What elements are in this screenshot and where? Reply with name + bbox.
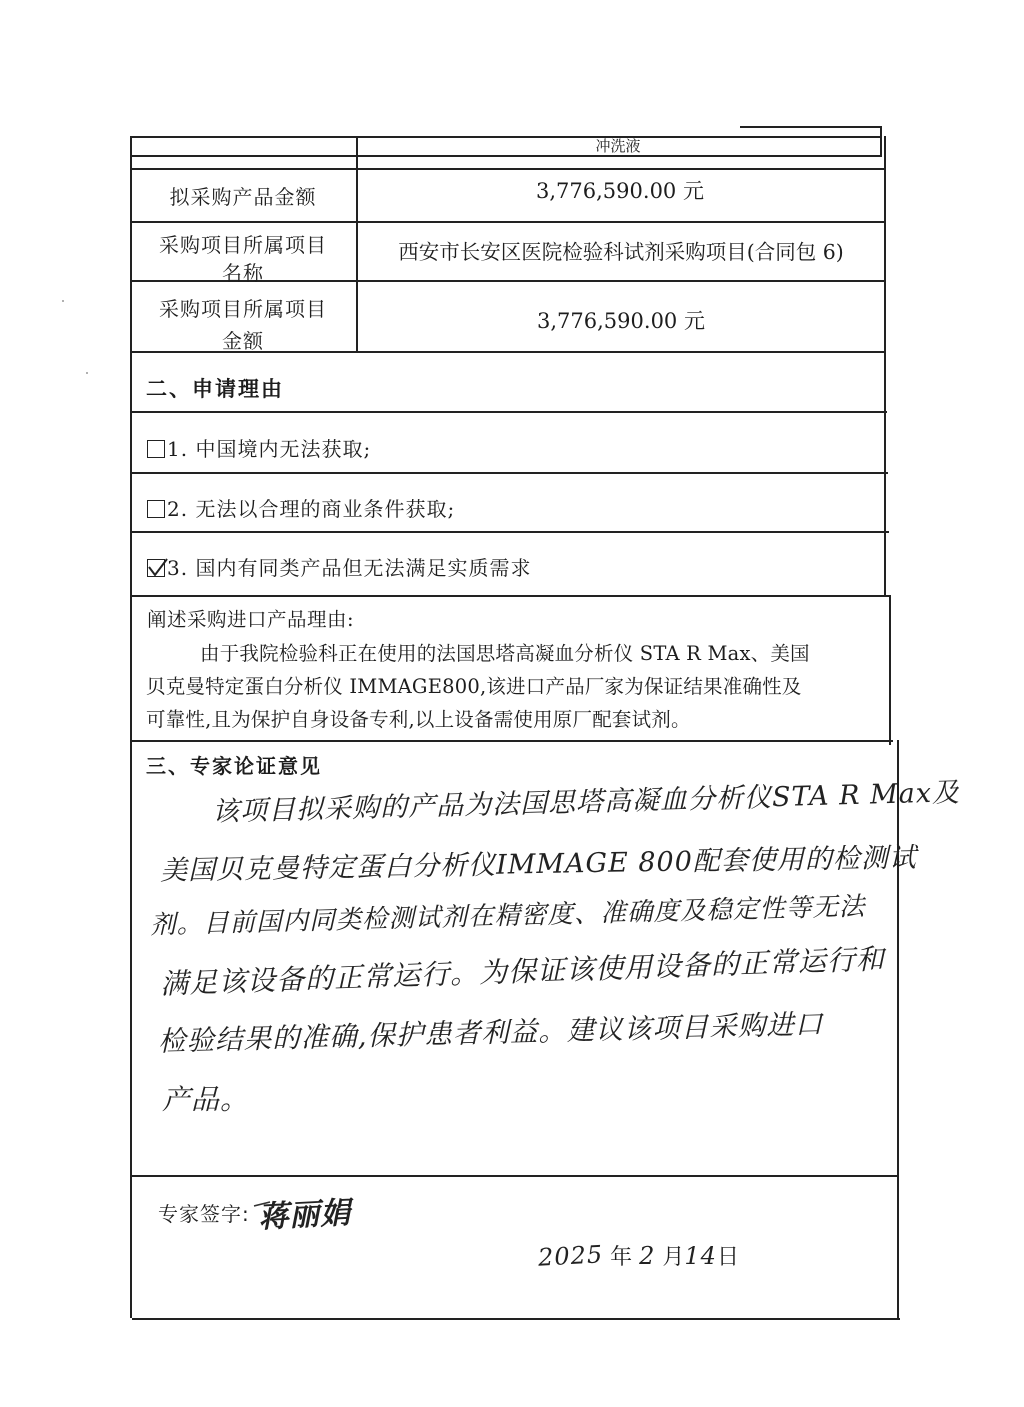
reason-line-1: 由于我院检验科正在使用的法国思塔高凝血分析仪 STA R Max、美国 bbox=[200, 642, 810, 665]
option-1 bbox=[147, 433, 371, 462]
label-project-name-2: 名称 bbox=[222, 261, 264, 285]
handwritten-line-6: 产品。 bbox=[162, 1083, 250, 1116]
cell-product-name-cont: 冲洗液 bbox=[595, 137, 641, 155]
checkbox-checked[interactable] bbox=[147, 559, 165, 577]
reason-title: 阐述采购进口产品理由: bbox=[147, 608, 355, 631]
date-year-unit: 年 bbox=[610, 1245, 633, 1270]
reason-line-3: 可靠性,且为保护自身设备专利,以上设备需使用原厂配套试剂。 bbox=[146, 708, 691, 731]
handwritten-line-2: 美国贝克曼特定蛋白分析仪IMMAGE 800配套使用的检测试 bbox=[159, 842, 918, 887]
handwritten-line-4: 满足该设备的正常运行。为保证该使用设备的正常运行和 bbox=[159, 942, 886, 1001]
label-product-amount: 拟采购产品金额 bbox=[169, 185, 317, 209]
date-month-unit: 月 bbox=[662, 1245, 685, 1270]
scan-speck bbox=[62, 300, 64, 302]
scan-speck bbox=[86, 372, 88, 374]
option-3 bbox=[147, 552, 531, 581]
section-heading-reasons: 二、申请理由 bbox=[146, 376, 284, 401]
label-project-amount-1: 采购项目所属项目 bbox=[159, 297, 327, 321]
label-project-name-1: 采购项目所属项目 bbox=[159, 233, 327, 257]
checkbox-unchecked[interactable] bbox=[147, 440, 165, 458]
checkbox-unchecked[interactable] bbox=[147, 500, 165, 518]
date-day-unit: 日 bbox=[716, 1245, 739, 1270]
handwritten-line-1: 该项目拟采购的产品为法国思塔高凝血分析仪STA R Max及 bbox=[211, 777, 961, 828]
date-month: 2 bbox=[639, 1242, 656, 1270]
handwritten-line-5: 检验结果的准确,保护患者利益。建议该项目采购进口 bbox=[157, 1008, 824, 1058]
value-project-name: 西安市长安区医院检验科试剂采购项目(合同包 6) bbox=[398, 240, 844, 264]
date-year: 2025 bbox=[537, 1240, 604, 1272]
signature-label: 专家签字: bbox=[158, 1202, 250, 1226]
expert-signature: 蒋丽娟 bbox=[257, 1195, 353, 1236]
value-product-amount: 3,776,590.00 元 bbox=[536, 179, 704, 203]
option-2-text: 2. 无法以合理的商业条件获取; bbox=[167, 497, 456, 521]
value-project-amount: 3,776,590.00 元 bbox=[537, 309, 705, 333]
option-1-text: 1. 中国境内无法获取; bbox=[167, 437, 372, 461]
option-2 bbox=[147, 493, 455, 522]
checkmark-icon bbox=[147, 557, 169, 577]
handwritten-line-3: 剂。目前国内同类检测试剂在精密度、准确度及稳定性等无法 bbox=[149, 891, 866, 941]
date-day: 14 bbox=[684, 1242, 717, 1270]
label-project-amount-2: 金额 bbox=[222, 329, 264, 353]
section-heading-expert-opinion: 三、专家论证意见 bbox=[146, 754, 322, 778]
reason-line-2: 贝克曼特定蛋白分析仪 IMMAGE800,该进口产品厂家为保证结果准确性及 bbox=[146, 675, 802, 698]
option-3-text: 3. 国内有同类产品但无法满足实质需求 bbox=[167, 556, 532, 580]
signature-date bbox=[538, 1240, 739, 1271]
signature-dash-icon bbox=[252, 1198, 272, 1212]
